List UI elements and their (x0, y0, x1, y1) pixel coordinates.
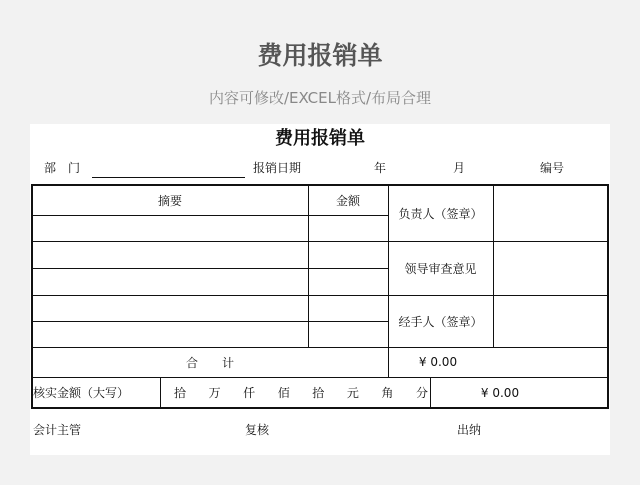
header-summary: 摘要 (157, 194, 182, 208)
unit: 佰 (277, 386, 290, 400)
number-label: 编号 (540, 161, 565, 175)
form-title: 费用报销单 (275, 128, 365, 149)
verified-value: ¥ 0.00 (480, 385, 520, 400)
divider (32, 241, 388, 242)
total-value: ¥ 0.00 (418, 355, 458, 369)
review-label: 复核 (245, 423, 270, 437)
responsible-label: 负责人（签章） (398, 207, 483, 221)
divider (32, 321, 388, 322)
unit: 角 (381, 386, 394, 400)
unit: 拾 (174, 386, 187, 400)
divider (32, 215, 388, 216)
unit: 仟 (243, 386, 256, 400)
header-amount: 金额 (335, 194, 360, 208)
year-label: 年 (374, 161, 387, 175)
unit: 元 (346, 386, 359, 400)
cashier-label: 出纳 (457, 423, 482, 437)
dept-input-line[interactable] (92, 177, 245, 178)
month-label: 月 (453, 161, 466, 175)
total-label: 合 计 (185, 355, 234, 370)
verified-units (174, 377, 428, 408)
unit: 万 (208, 386, 221, 400)
page-subtitle: 内容可修改/EXCEL格式/布局合理 (208, 89, 432, 107)
accountant-label: 会计主管 (33, 423, 82, 437)
handler-label: 经手人（签章） (398, 314, 483, 329)
dept-label: 部 门 (44, 161, 81, 175)
leader-review-label: 领导审查意见 (404, 261, 477, 276)
divider (607, 184, 609, 409)
verified-label: 核实金额（大写） (33, 386, 130, 400)
divider (32, 295, 388, 296)
divider (493, 185, 494, 347)
divider (160, 377, 161, 408)
page-title: 费用报销单 (257, 41, 383, 70)
unit: 分 (415, 386, 428, 400)
divider (32, 268, 388, 269)
unit: 拾 (312, 386, 325, 400)
date-label: 报销日期 (253, 161, 302, 175)
